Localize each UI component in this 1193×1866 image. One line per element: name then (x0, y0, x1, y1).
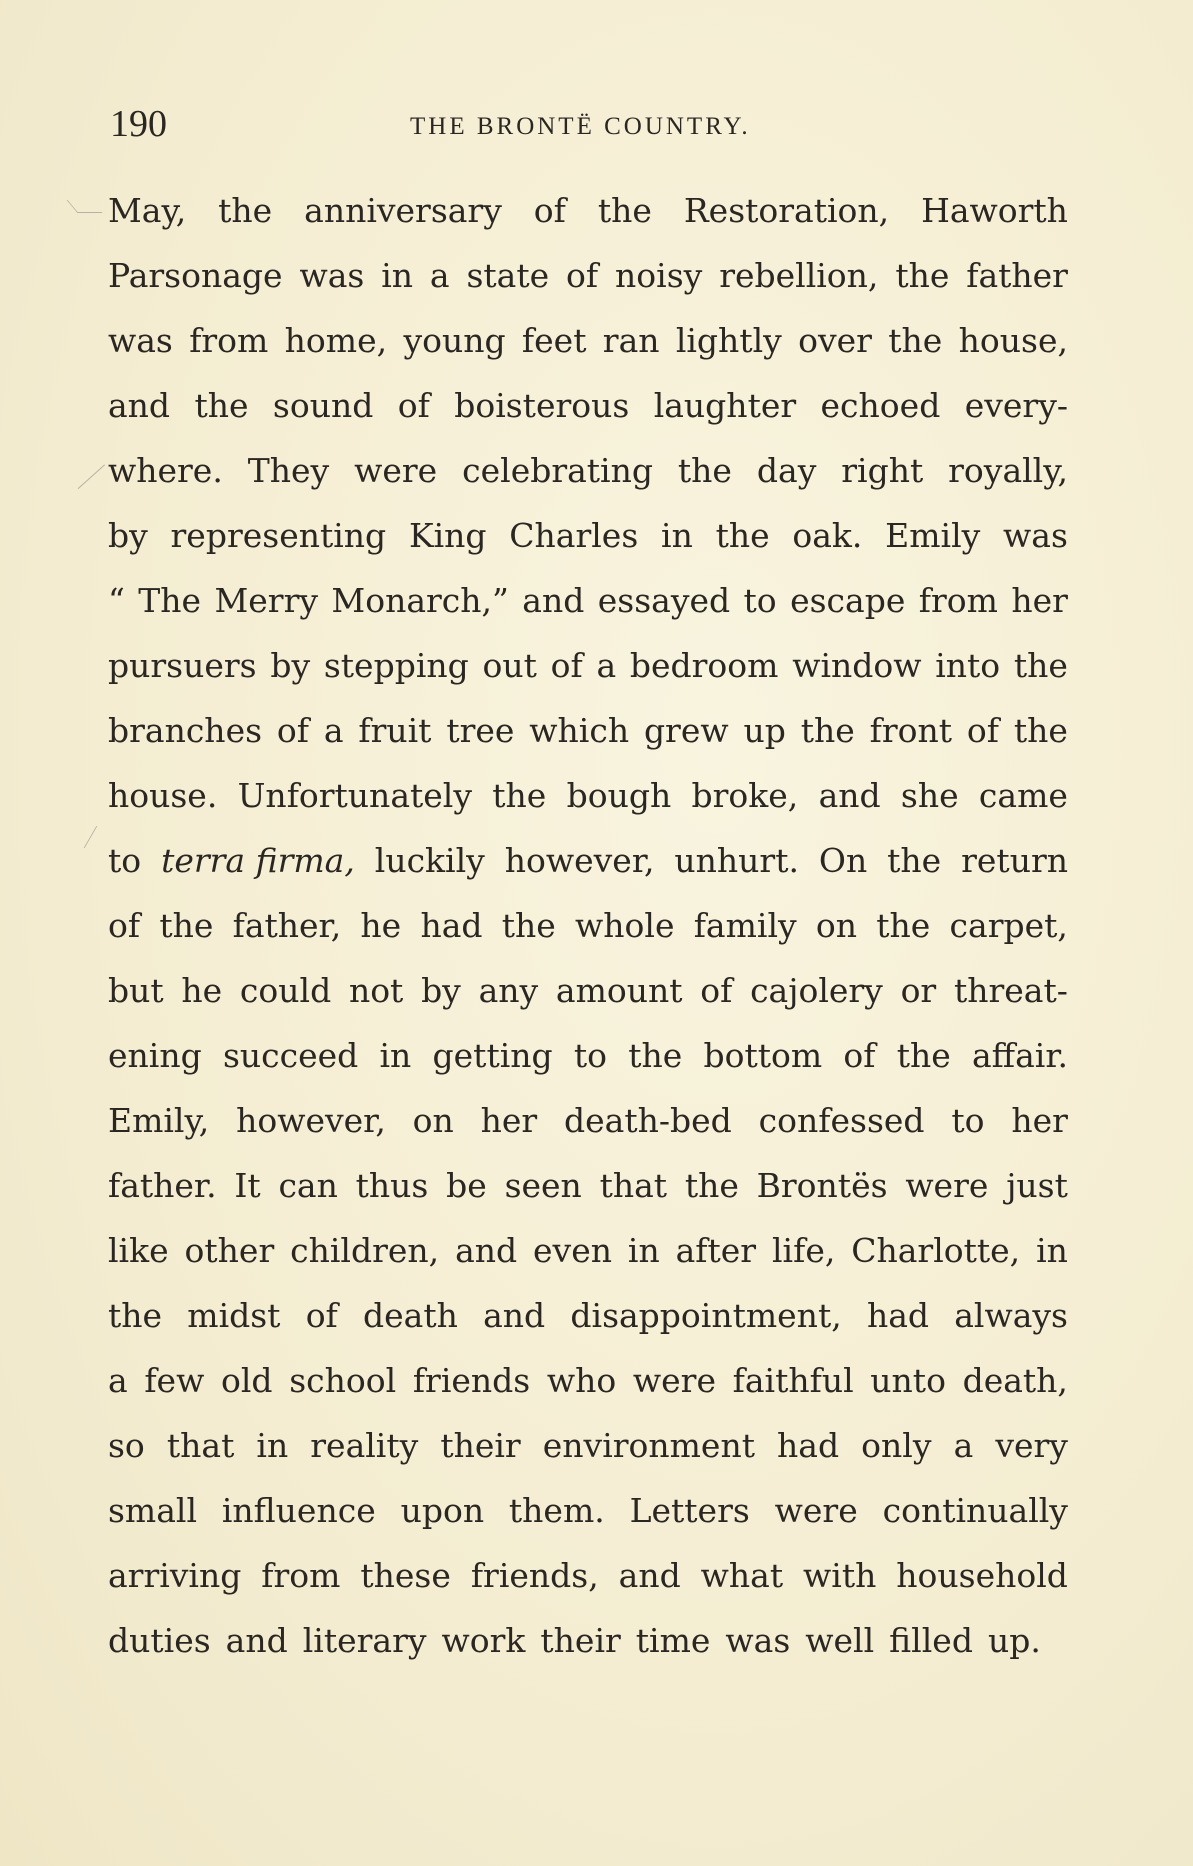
pencil-mark (78, 464, 107, 490)
word: the (895, 256, 950, 295)
word: Brontës (756, 1166, 888, 1205)
word: small (108, 1491, 198, 1530)
word: were (774, 1491, 858, 1530)
text-line (108, 1218, 1068, 1283)
word: the (218, 191, 273, 230)
word: by (270, 646, 311, 685)
word: Letters (629, 1491, 750, 1530)
word: of (966, 711, 999, 750)
running-head (110, 104, 1090, 144)
word: the (876, 906, 931, 945)
word: of (533, 191, 566, 230)
word: Haworth (921, 191, 1068, 230)
word: the (501, 906, 556, 945)
word: amount (555, 971, 683, 1010)
word: influence (221, 1491, 376, 1530)
word: these (360, 1556, 451, 1595)
word: Monarch,” (331, 581, 509, 620)
word: the (800, 711, 855, 750)
word: friends (412, 1361, 531, 1400)
word: in (627, 1231, 660, 1270)
word: the (888, 321, 943, 360)
word: into (935, 646, 1001, 685)
text-line (108, 1348, 1068, 1413)
word: a (429, 256, 450, 295)
word: death, (962, 1361, 1068, 1400)
word: came (978, 776, 1068, 815)
text-line (108, 1283, 1068, 1348)
word: faithful (732, 1361, 854, 1400)
word: even (533, 1231, 612, 1270)
word: “ (108, 581, 125, 620)
word: Merry (214, 581, 318, 620)
word: boisterous (454, 386, 630, 425)
word: seen (504, 1166, 582, 1205)
word: young (403, 321, 506, 360)
word: she (900, 776, 959, 815)
word: the (677, 451, 732, 490)
word: house, (958, 321, 1068, 360)
text-line (108, 698, 1068, 763)
word: of (108, 906, 141, 945)
word: stepping (323, 646, 469, 685)
text-line (108, 568, 1068, 633)
word: from (189, 321, 269, 360)
word: celebrating (462, 451, 653, 490)
word: It (234, 1166, 261, 1205)
word: and (618, 1556, 681, 1595)
word: that (599, 1166, 668, 1205)
word: father. (108, 1166, 217, 1205)
text-line (108, 633, 1068, 698)
word: from (918, 581, 998, 620)
word: Unfortunately (237, 776, 472, 815)
word: of (276, 711, 309, 750)
word: Emily (885, 516, 981, 555)
word: their (540, 1621, 621, 1660)
word: so (108, 1426, 145, 1465)
word: in (379, 1036, 412, 1075)
word: out (482, 646, 537, 685)
word: tree (446, 711, 515, 750)
word: bough (566, 776, 672, 815)
word: where. (108, 451, 223, 490)
word: right (841, 451, 924, 490)
word: anniversary (304, 191, 502, 230)
word: and (483, 1296, 546, 1335)
word: the (684, 1166, 739, 1205)
word: return (961, 841, 1068, 880)
word: affair. (971, 1036, 1068, 1075)
word: on (815, 906, 858, 945)
word: cajolery (750, 971, 883, 1010)
pencil-mark (84, 826, 110, 848)
word: of (566, 256, 599, 295)
word: ening (108, 1036, 202, 1075)
word: old (221, 1361, 273, 1400)
word: filled (889, 1621, 973, 1660)
word: upon (400, 1491, 485, 1530)
word: friends, (470, 1556, 599, 1595)
text-line (108, 1543, 1068, 1608)
word: which (529, 711, 630, 750)
word: other (184, 1231, 275, 1270)
word: can (278, 1166, 338, 1205)
word: continually (882, 1491, 1068, 1530)
word: a (953, 1426, 974, 1465)
word: and (225, 1621, 288, 1660)
word: the (896, 1036, 951, 1075)
word: few (144, 1361, 205, 1400)
text-line (108, 503, 1068, 568)
word: he (360, 906, 402, 945)
word: very (995, 1426, 1068, 1465)
word: death-bed (564, 1101, 732, 1140)
word: a (596, 646, 617, 685)
word: pursuers (108, 646, 257, 685)
word: essayed (597, 581, 731, 620)
text-line (108, 178, 1068, 243)
word: and (455, 1231, 518, 1270)
word: from (261, 1556, 341, 1595)
word: Restoration, (683, 191, 890, 230)
word: of (700, 971, 733, 1010)
word: confessed (758, 1101, 925, 1140)
word: could (239, 971, 332, 1010)
word: ran (602, 321, 660, 360)
word: the (159, 906, 214, 945)
word: life, (772, 1231, 836, 1270)
pencil-mark (67, 200, 103, 213)
word: children, (290, 1231, 440, 1270)
word: school (289, 1361, 397, 1400)
word: the (1013, 646, 1068, 685)
word: and (108, 386, 171, 425)
text-line (108, 1413, 1068, 1478)
word: home, (284, 321, 388, 360)
text-line (108, 763, 1068, 828)
word: that (166, 1426, 235, 1465)
word: to (108, 841, 142, 880)
word: duties (108, 1621, 211, 1660)
text-line (108, 1153, 1068, 1218)
word: to (951, 1101, 985, 1140)
word: Emily, (108, 1101, 210, 1140)
word: well (805, 1621, 875, 1660)
word: The (138, 581, 202, 620)
word: bottom (703, 1036, 823, 1075)
word: by (108, 516, 148, 555)
word: Charlotte, (851, 1231, 1021, 1270)
word: or (900, 971, 937, 1010)
page-number: 190 (110, 103, 167, 145)
word: noisy (615, 256, 703, 295)
word: to (573, 1036, 607, 1075)
word: bedroom (629, 646, 779, 685)
word: every- (964, 386, 1068, 425)
text-line (108, 243, 1068, 308)
word: state (466, 256, 550, 295)
word: May, (108, 191, 187, 230)
word: the (492, 776, 547, 815)
word: grew (643, 711, 729, 750)
word: luckily (374, 841, 485, 880)
word: sound (272, 386, 374, 425)
text-line (108, 373, 1068, 438)
word: up (743, 711, 786, 750)
word: household (896, 1556, 1068, 1595)
word: the (887, 841, 942, 880)
word: succeed (222, 1036, 359, 1075)
word: but (108, 971, 164, 1010)
word: time (635, 1621, 711, 1660)
word: carpet, (949, 906, 1068, 945)
word: feet (521, 321, 587, 360)
word: with (803, 1556, 877, 1595)
word: had (777, 1426, 840, 1465)
word: in (381, 256, 414, 295)
word: and (818, 776, 881, 815)
word: unhurt. (674, 841, 799, 880)
word: on (412, 1101, 454, 1140)
word: of (550, 646, 583, 685)
word: over (798, 321, 872, 360)
word: a (323, 711, 344, 750)
word: They (247, 451, 330, 490)
word: laughter (653, 386, 797, 425)
word: her (480, 1101, 538, 1140)
word: the (194, 386, 249, 425)
word: any (478, 971, 539, 1010)
word: oak. (792, 516, 863, 555)
word: in (256, 1426, 289, 1465)
word: representing (170, 516, 387, 555)
word: like (108, 1231, 169, 1270)
word: father, (232, 906, 342, 945)
word: terra firma, (161, 841, 355, 880)
word: death (363, 1296, 458, 1335)
word: he (181, 971, 223, 1010)
word: rebellion, (719, 256, 879, 295)
word: branches (108, 711, 263, 750)
word: whole (575, 906, 675, 945)
word: up. (987, 1621, 1041, 1660)
word: her (1011, 581, 1068, 620)
word: were (905, 1166, 989, 1205)
word: a (108, 1361, 128, 1400)
word: Parsonage (108, 256, 283, 295)
word: getting (432, 1036, 553, 1075)
word: family (693, 906, 797, 945)
word: disappointment, (570, 1296, 842, 1335)
word: window (792, 646, 922, 685)
word: to (743, 581, 777, 620)
word: reality (310, 1426, 419, 1465)
word: unto (870, 1361, 946, 1400)
word: however, (504, 841, 655, 880)
text-line (108, 1478, 1068, 1543)
word: by (421, 971, 461, 1010)
word: always (954, 1296, 1068, 1335)
word: of (843, 1036, 876, 1075)
text-line (108, 1608, 1068, 1673)
word: royally, (948, 451, 1068, 490)
word: On (818, 841, 868, 880)
word: be (446, 1166, 487, 1205)
text-line (108, 828, 1068, 893)
text-line (108, 438, 1068, 503)
body-text (108, 178, 1068, 1673)
word: of (305, 1296, 338, 1335)
word: broke, (691, 776, 799, 815)
word: house. (108, 776, 218, 815)
word: lightly (675, 321, 782, 360)
word: however, (236, 1101, 386, 1140)
text-line (108, 1023, 1068, 1088)
word: arriving (108, 1556, 242, 1595)
running-title: THE BRONTË COUNTRY. (410, 113, 751, 140)
word: just (1006, 1166, 1068, 1205)
word: who (546, 1361, 617, 1400)
text-line (108, 308, 1068, 373)
word: and (522, 581, 585, 620)
word: King (408, 516, 487, 555)
word: midst (187, 1296, 281, 1335)
word: fruit (358, 711, 432, 750)
word: threat- (953, 971, 1068, 1010)
word: had (420, 906, 483, 945)
word: echoed (820, 386, 941, 425)
word: not (348, 971, 404, 1010)
word: the (597, 191, 652, 230)
text-line (108, 958, 1068, 1023)
word: the (108, 1296, 163, 1335)
word: had (866, 1296, 929, 1335)
word: front (869, 711, 953, 750)
word: them. (508, 1491, 605, 1530)
word: what (700, 1556, 784, 1595)
word: were (632, 1361, 716, 1400)
word: after (675, 1231, 757, 1270)
word: was (1003, 516, 1068, 555)
word: of (397, 386, 430, 425)
word: was (725, 1621, 791, 1660)
word: thus (355, 1166, 429, 1205)
word: only (861, 1426, 932, 1465)
word: the (715, 516, 770, 555)
word: was (299, 256, 365, 295)
word: day (756, 451, 817, 490)
word: her (1011, 1101, 1068, 1140)
word: Charles (509, 516, 639, 555)
text-line (108, 893, 1068, 958)
word: in (661, 516, 693, 555)
word: literary (302, 1621, 427, 1660)
word: were (354, 451, 438, 490)
word: in (1036, 1231, 1068, 1270)
word: the (1013, 711, 1068, 750)
word: escape (790, 581, 906, 620)
word: father (966, 256, 1068, 295)
word: was (108, 321, 173, 360)
word: environment (542, 1426, 755, 1465)
word: work (441, 1621, 526, 1660)
word: the (628, 1036, 683, 1075)
text-line (108, 1088, 1068, 1153)
word: their (440, 1426, 521, 1465)
